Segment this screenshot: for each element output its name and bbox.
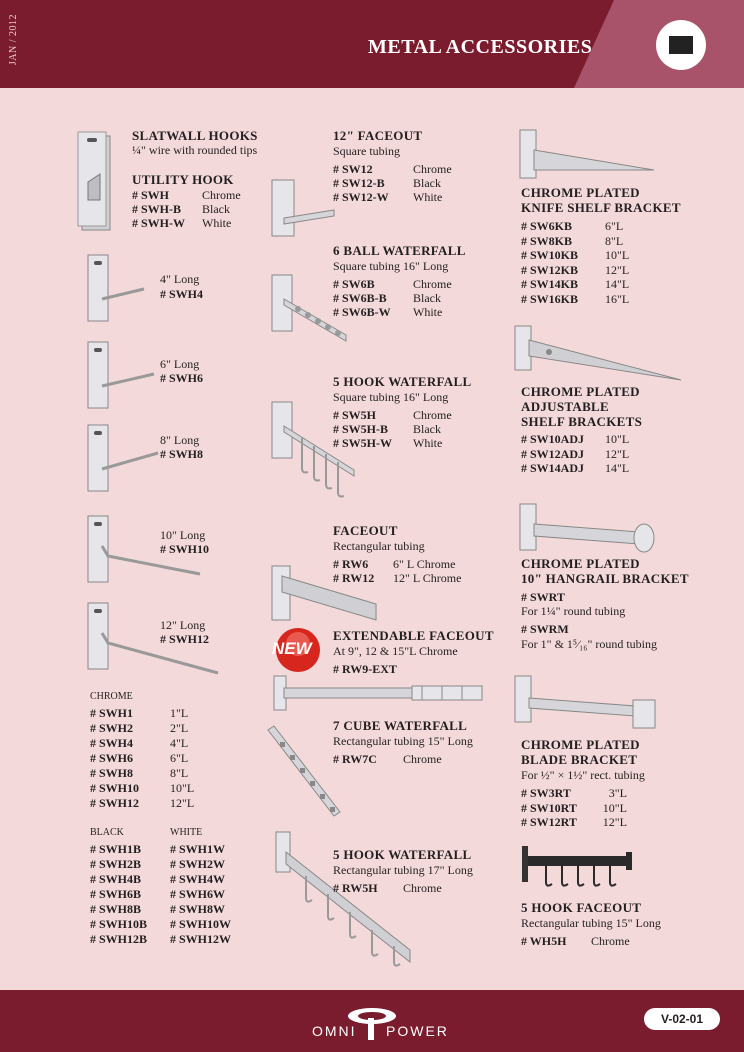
item-code: # SWH1 bbox=[90, 706, 134, 720]
page-title: METAL ACCESSORIES bbox=[368, 36, 593, 58]
white-code: # SWH10W bbox=[170, 917, 232, 931]
list-row bbox=[521, 815, 627, 829]
list-row bbox=[90, 736, 189, 750]
hook-4-icon bbox=[88, 255, 148, 325]
list-row bbox=[521, 786, 627, 800]
black-code: # SWH1B bbox=[90, 842, 142, 856]
hook5r-title: 5 HOOK WATERFALL bbox=[333, 847, 472, 862]
hook-code: # SWH6 bbox=[160, 371, 204, 385]
item-size: 6"L bbox=[170, 751, 189, 765]
item-size: 10"L bbox=[602, 800, 627, 815]
list-row bbox=[521, 446, 630, 461]
knife-title2: KNIFE SHELF BRACKET bbox=[521, 200, 681, 215]
hangrail-bracket-icon bbox=[520, 504, 660, 554]
utility-hook-icon bbox=[78, 130, 118, 234]
item-size: 12"L bbox=[605, 262, 630, 277]
item-size: 8"L bbox=[605, 233, 624, 248]
blade-title2: BLADE BRACKET bbox=[521, 752, 638, 767]
white-code: # SWH6W bbox=[170, 887, 226, 901]
faceout-sub: Rectangular tubing bbox=[333, 539, 425, 553]
list-row bbox=[90, 751, 189, 765]
black-code: # SWH6B bbox=[90, 887, 142, 901]
hook5f-row: # WH5H Chrome bbox=[521, 934, 630, 948]
black-code: # SWH4B bbox=[90, 872, 142, 886]
hook5-row: # SW5H-B Black bbox=[333, 422, 441, 436]
item-code: # SW10KB bbox=[521, 248, 579, 262]
blade-title1: CHROME PLATED bbox=[521, 737, 640, 752]
white-label: WHITE bbox=[170, 827, 203, 838]
ball-row: # SW6B-W White bbox=[333, 305, 443, 319]
hang-desc1: For 1¼" round tubing bbox=[521, 604, 626, 618]
white-code: # SWH4W bbox=[170, 872, 226, 886]
list-row bbox=[521, 277, 630, 291]
item-size: 12"L bbox=[605, 446, 630, 461]
hook-code: # SWH8 bbox=[160, 447, 204, 461]
black-code: # SWH10B bbox=[90, 917, 148, 931]
list-row bbox=[90, 766, 189, 780]
white-code: # SWH1W bbox=[170, 842, 226, 856]
utility-hook-title: UTILITY HOOK bbox=[132, 172, 234, 187]
faceout12-row: # SW12-B Black bbox=[333, 176, 441, 190]
item-size: 4"L bbox=[170, 736, 189, 750]
hook-code: # SWH10 bbox=[160, 542, 210, 556]
page-code: V-02-01 bbox=[644, 1008, 720, 1030]
faceout-title: FACEOUT bbox=[333, 523, 398, 538]
hook-code: # SWH4 bbox=[160, 287, 204, 301]
list-row bbox=[521, 291, 630, 306]
ball-row: # SW6B Chrome bbox=[333, 277, 452, 291]
hook5r-row: # RW5H Chrome bbox=[333, 881, 442, 895]
item-code: # SW14KB bbox=[521, 277, 579, 291]
faceout-row: # RW12 12" L Chrome bbox=[333, 571, 462, 585]
item-size: 3"L bbox=[608, 786, 627, 800]
knife-bracket-icon bbox=[520, 130, 660, 182]
list-row bbox=[90, 872, 225, 886]
list-row bbox=[90, 902, 225, 916]
hang-title2: 10" HANGRAIL BRACKET bbox=[521, 571, 689, 586]
extendable-faceout-icon bbox=[272, 676, 492, 712]
utility-row: # SWH-B Black bbox=[132, 202, 230, 216]
white-code: # SWH8W bbox=[170, 902, 226, 916]
hook5-row: # SW5H-W White bbox=[333, 436, 443, 450]
item-size: 8"L bbox=[170, 766, 189, 780]
brand-right: POWER bbox=[386, 1023, 449, 1039]
item-size: 14"L bbox=[605, 277, 630, 291]
item-code: # SWH8 bbox=[90, 766, 134, 780]
hook-length: 10" Long bbox=[160, 528, 206, 542]
hook-length: 8" Long bbox=[160, 433, 200, 447]
cube-row: # RW7C Chrome bbox=[333, 752, 442, 766]
cube-title: 7 CUBE WATERFALL bbox=[333, 718, 468, 733]
hang-desc2: For 1" & 1⁵⁄₁₆" round tubing bbox=[521, 637, 658, 651]
item-code: # SW12RT bbox=[521, 815, 577, 829]
page-footer bbox=[0, 990, 744, 1052]
slatwall-hooks-title: SLATWALL HOOKS bbox=[132, 128, 258, 143]
brand-left: OMNI bbox=[312, 1023, 357, 1039]
list-row bbox=[521, 219, 623, 233]
item-size: 12"L bbox=[170, 796, 195, 810]
hook5-title: 5 HOOK WATERFALL bbox=[333, 374, 472, 389]
ball-sub: Square tubing 16" Long bbox=[333, 259, 449, 273]
item-code: # SW14ADJ bbox=[521, 461, 585, 475]
item-code: # SWH2 bbox=[90, 721, 134, 735]
hook-length: 12" Long bbox=[160, 618, 206, 632]
item-code: # SW3RT bbox=[521, 786, 571, 800]
cube-sub: Rectangular tubing 15" Long bbox=[333, 734, 473, 748]
faceout12-row: # SW12-W White bbox=[333, 190, 443, 204]
faceout-row: # RW6 6" L Chrome bbox=[333, 557, 456, 571]
new-badge-label: NEW bbox=[272, 639, 312, 658]
hook5-faceout-icon bbox=[522, 846, 632, 892]
list-row bbox=[90, 932, 231, 946]
hook-8-icon bbox=[88, 425, 158, 495]
item-code: # SWH12 bbox=[90, 796, 140, 810]
white-code: # SWH12W bbox=[170, 932, 232, 946]
list-row bbox=[90, 842, 225, 856]
adj-title2: ADJUSTABLE bbox=[521, 399, 610, 414]
item-size: 10"L bbox=[170, 781, 195, 795]
hook-6-icon bbox=[88, 342, 158, 412]
extend-sub: At 9", 12 & 15"L Chrome bbox=[333, 644, 458, 658]
list-row bbox=[521, 461, 630, 475]
faceout-12-icon bbox=[268, 180, 338, 240]
black-code: # SWH12B bbox=[90, 932, 148, 946]
list-row bbox=[90, 781, 195, 795]
item-code: # SW6KB bbox=[521, 219, 573, 233]
item-size: 14"L bbox=[605, 461, 630, 475]
ball-title: 6 BALL WATERFALL bbox=[333, 243, 466, 258]
hook5f-sub: Rectangular tubing 15" Long bbox=[521, 916, 661, 930]
black-label: BLACK bbox=[90, 827, 124, 838]
hook-code: # SWH12 bbox=[160, 632, 210, 646]
hook5r-sub: Rectangular tubing 17" Long bbox=[333, 863, 473, 877]
item-size: 2"L bbox=[170, 721, 189, 735]
list-row bbox=[90, 796, 195, 810]
hang-code2: # SWRM bbox=[521, 622, 569, 636]
item-code: # SWH4 bbox=[90, 736, 134, 750]
item-code: # SW10ADJ bbox=[521, 432, 585, 446]
item-size: 16"L bbox=[605, 291, 630, 306]
hook5f-title: 5 HOOK FACEOUT bbox=[521, 900, 642, 915]
ball-row: # SW6B-B Black bbox=[333, 291, 441, 305]
date-label: JAN / 2012 bbox=[8, 14, 19, 66]
hook-length: 4" Long bbox=[160, 272, 200, 286]
page-header bbox=[0, 0, 744, 88]
utility-row: # SWH Chrome bbox=[132, 188, 241, 202]
item-code: # SWH10 bbox=[90, 781, 140, 795]
slatwall-badge-icon bbox=[656, 20, 706, 70]
faceout12-title: 12" FACEOUT bbox=[333, 128, 423, 143]
list-row bbox=[521, 234, 623, 248]
item-code: # SW8KB bbox=[521, 233, 573, 248]
list-row bbox=[90, 706, 189, 720]
list-row bbox=[90, 721, 189, 735]
chrome-label: CHROME bbox=[90, 691, 133, 702]
hook-length: 6" Long bbox=[160, 357, 200, 371]
item-size: 10"L bbox=[605, 432, 630, 446]
item-code: # SW10RT bbox=[521, 800, 577, 815]
item-size: 12"L bbox=[602, 815, 627, 829]
faceout12-row: # SW12 Chrome bbox=[333, 162, 452, 176]
list-row bbox=[521, 801, 627, 815]
list-row bbox=[90, 887, 225, 901]
blade-bracket-icon bbox=[515, 676, 665, 734]
blade-sub: For ½" × 1½" rect. tubing bbox=[521, 768, 645, 782]
item-code: # SW12ADJ bbox=[521, 446, 585, 461]
hang-code1: # SWRT bbox=[521, 590, 565, 604]
list-row bbox=[90, 857, 225, 871]
black-code: # SWH2B bbox=[90, 857, 142, 871]
item-code: # SWH6 bbox=[90, 751, 134, 765]
adj-title3: SHELF BRACKETS bbox=[521, 414, 643, 429]
extend-code: # RW9-EXT bbox=[333, 662, 397, 676]
item-size: 10"L bbox=[605, 248, 630, 262]
item-code: # SW16KB bbox=[521, 291, 579, 306]
item-code: # SW12KB bbox=[521, 262, 579, 277]
item-size: 6"L bbox=[605, 219, 624, 233]
hook5-row: # SW5H Chrome bbox=[333, 408, 452, 422]
item-size: 1"L bbox=[170, 706, 189, 720]
faceout12-sub: Square tubing bbox=[333, 144, 400, 158]
list-row bbox=[521, 262, 630, 277]
slatwall-hooks-subtitle: ¼" wire with rounded tips bbox=[132, 143, 258, 157]
adjustable-bracket-icon bbox=[515, 326, 685, 386]
hang-title1: CHROME PLATED bbox=[521, 556, 640, 571]
white-code: # SWH2W bbox=[170, 857, 226, 871]
list-row bbox=[521, 432, 630, 446]
adj-title1: CHROME PLATED bbox=[521, 384, 640, 399]
extend-title: EXTENDABLE FACEOUT bbox=[333, 628, 494, 643]
list-row bbox=[521, 248, 630, 262]
hook5-sub: Square tubing 16" Long bbox=[333, 390, 449, 404]
utility-row: # SWH-W White bbox=[132, 216, 232, 230]
black-code: # SWH8B bbox=[90, 902, 142, 916]
knife-title1: CHROME PLATED bbox=[521, 185, 640, 200]
list-row bbox=[90, 917, 231, 931]
